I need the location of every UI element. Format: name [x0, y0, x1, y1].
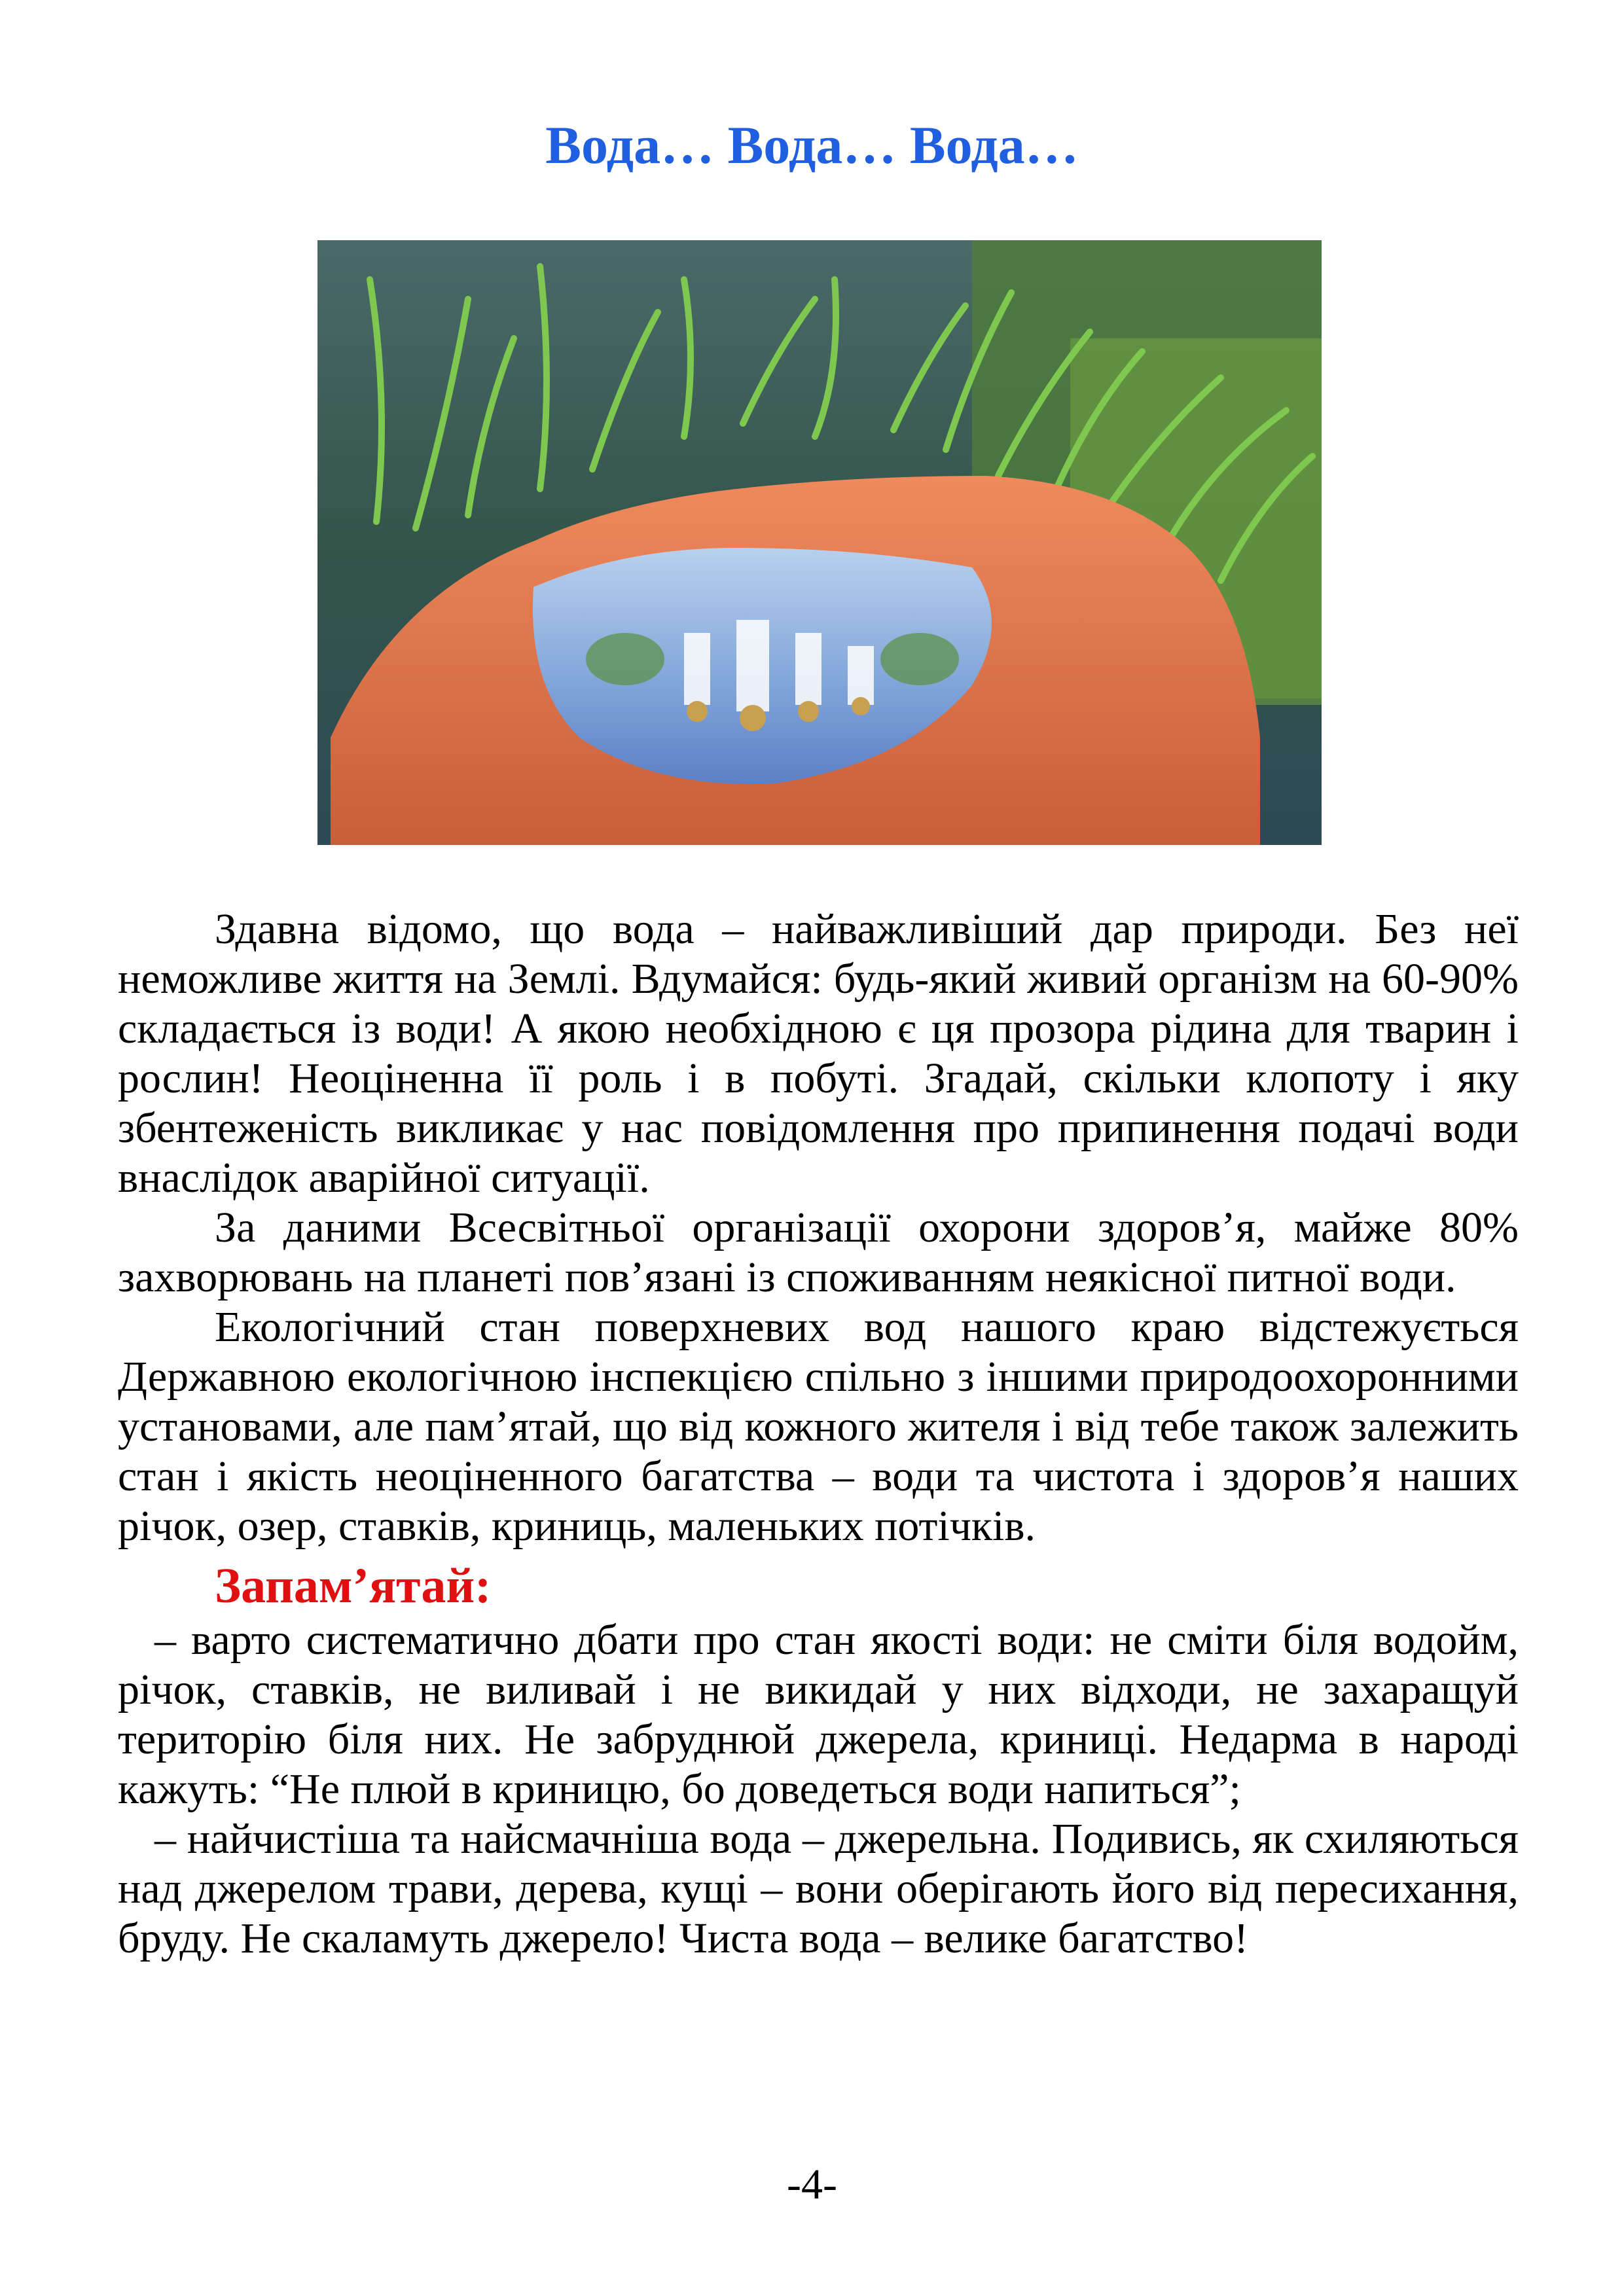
- remember-item: – найчистіша та найсмачніша вода – джерельна. Подивись, як схиляються над джерелом трави, дерева, кущі – вони оберігають його від пересихання, бруду. Не скаламуть джерело! Чиста вода – велике багатство!: [118, 1815, 1519, 1962]
- paragraph: Екологічний стан поверхневих вод нашого краю відстежується Державною екологічною інспекцією спільно з іншими природоохоронними установами, але пам’ятай, що від кожного жителя і від тебе також залежить стан і якість неоціненного багатства – води та чистота і здоров’я наших річок, озер, ставків, криниць, маленьких потічків.: [118, 1303, 1519, 1550]
- hands-water-illustration: [317, 240, 1322, 845]
- remember-item: – варто систематично дбати про стан якості води: не сміти біля водойм, річок, ставків, не виливай і не викидай у них відходи, не захаращуй територію біля них. Не забруднюй джерела, криниці. Недарма в народі кажуть: “Не плюй в криницю, бо доведеться води напиться”;: [118, 1616, 1519, 1813]
- hands-water-photo: [317, 240, 1322, 845]
- article-body: [118, 905, 1519, 1964]
- paragraph: За даними Всесвітньої організації охорони здоров’я, майже 80% захворювань на планеті пов’язані із споживанням неякісної питної води.: [118, 1204, 1519, 1301]
- page-title: Вода… Вода… Вода…: [545, 115, 1079, 175]
- page-number: -4-: [787, 2161, 837, 2208]
- paragraph: Здавна відомо, що вода – найважливіший дар природи. Без неї неможливе життя на Землі. Вдумайся: будь-який живий організм на 60-90% складається із води! А якою необхідною є ця прозора рідина для тварин і рослин! Неоціненна її роль і в побуті. Згадай, скільки клопоту і яку збентеженість викликає у нас повідомлення про припинення подачі води внаслідок аварійної ситуації.: [118, 905, 1519, 1202]
- remember-heading: Запам’ятай:: [215, 1558, 492, 1613]
